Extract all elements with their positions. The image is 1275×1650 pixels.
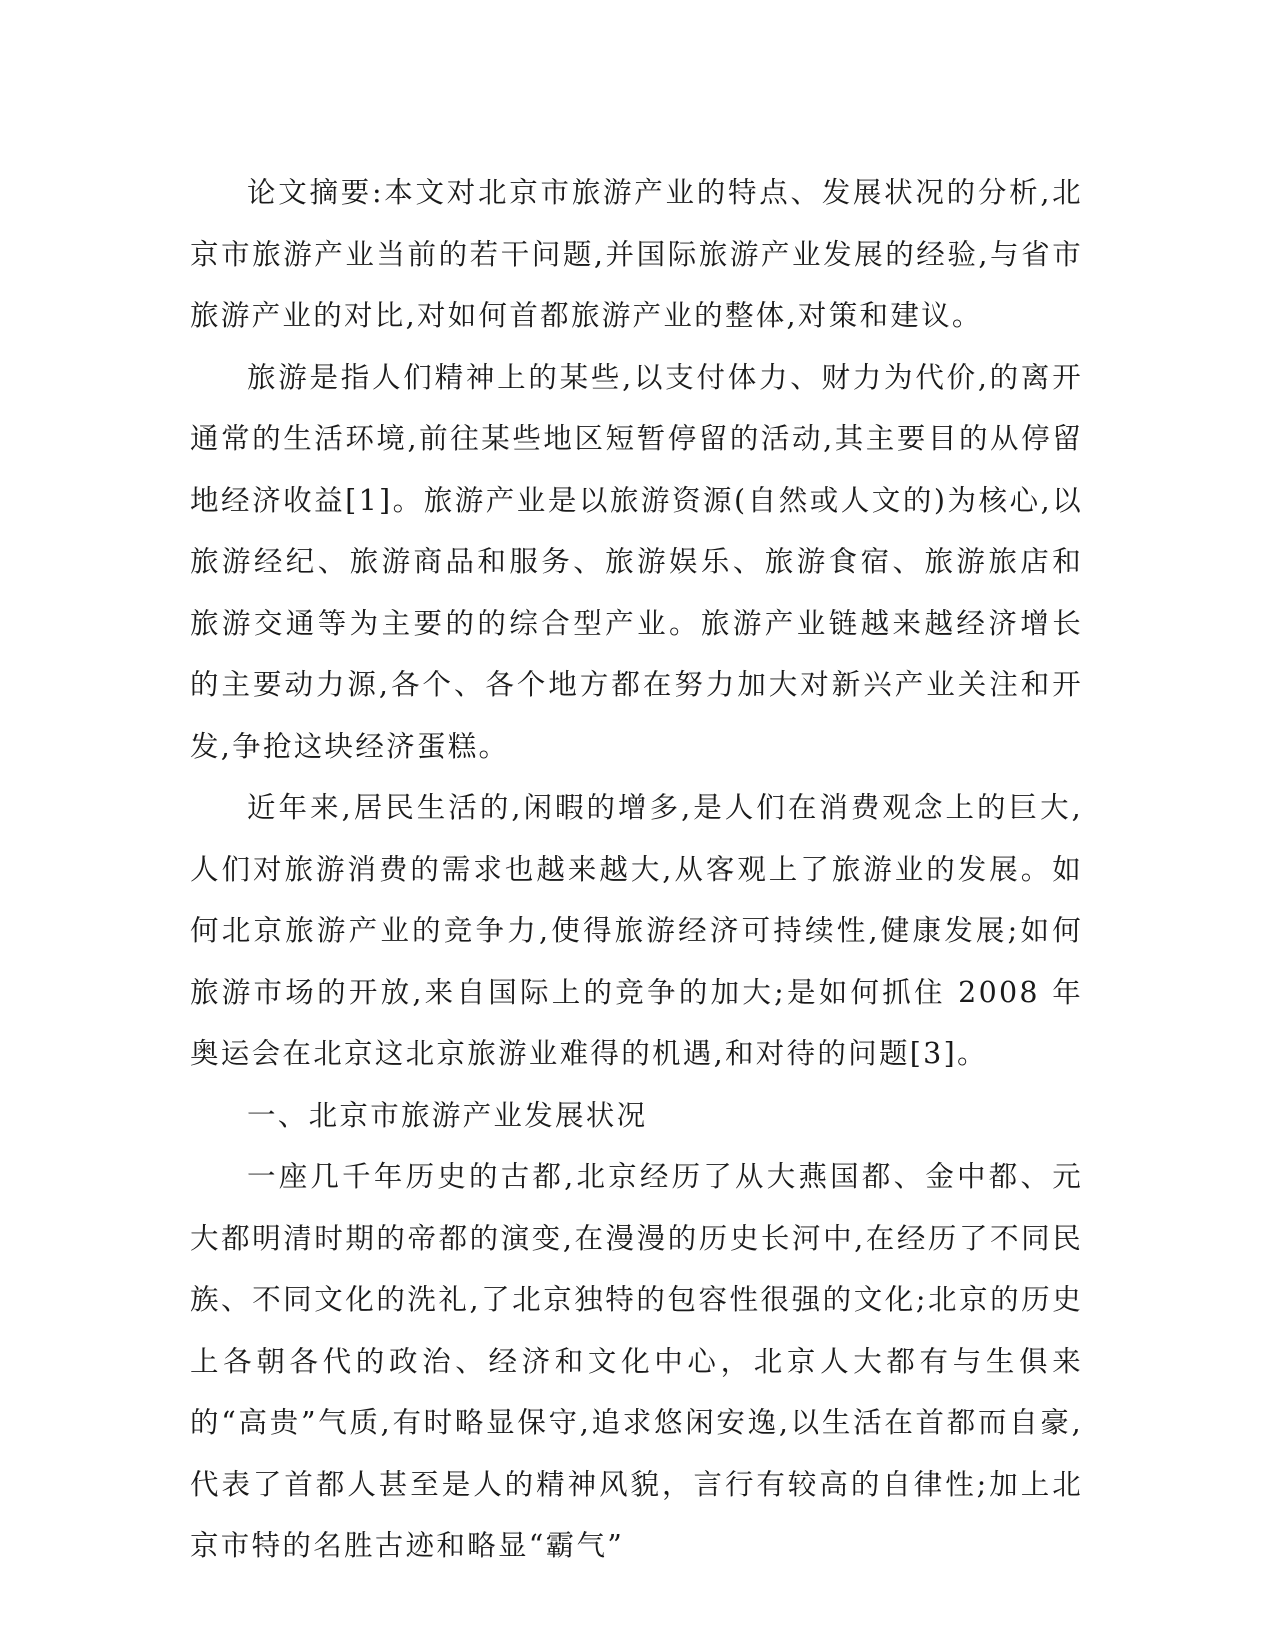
- beijing-history-paragraph: 一座几千年历史的古都,北京经历了从大燕国都、金中都、元大都明清时期的帝都的演变,在漫漫的历史长河中,在经历了不同民族、不同文化的洗礼,了北京独特的包容性很强的文化;北京的历史上各朝各代的政治、经济和文化中心，北京人大都有与生俱来的“高贵”气质,有时略显保守,追求悠闲安逸,以生活在首都而自豪,代表了首都人甚至是人的精神风貌，言行有较高的自律性;加上北京市特的名胜古迹和略显“霸气”: [190, 1160, 1083, 1562]
- abstract-paragraph: 论文摘要:本文对北京市旅游产业的特点、发展状况的分析,北京市旅游产业当前的若干问题,并国际旅游产业发展的经验,与省市旅游产业的对比,对如何首都旅游产业的整体,对策和建议。: [190, 176, 1083, 332]
- document-body: [190, 162, 1083, 1577]
- recent-years-paragraph: 近年来,居民生活的,闲暇的增多,是人们在消费观念上的巨大,人们对旅游消费的需求也越来越大,从客观上了旅游业的发展。如何北京旅游产业的竞争力,使得旅游经济可持续性,健康发展;如何旅游市场的开放,来自国际上的竞争的加大;是如何抓住 2008 年奥运会在北京这北京旅游业难得的机遇,和对待的问题[3]。: [190, 791, 1083, 1070]
- section-heading: 一、北京市旅游产业发展状况: [247, 1098, 648, 1132]
- tourism-definition-paragraph: 旅游是指人们精神上的某些,以支付体力、财力为代价,的离开通常的生活环境,前往某些地区短暂停留的活动,其主要目的从停留地经济收益[1]。旅游产业是以旅游资源(自然或人文的)为核心,以旅游经纪、旅游商品和服务、旅游娱乐、旅游食宿、旅游旅店和旅游交通等为主要的的综合型产业。旅游产业链越来越经济增长的主要动力源,各个、各个地方都在努力加大对新兴产业关注和开发,争抢这块经济蛋糕。: [190, 360, 1083, 763]
